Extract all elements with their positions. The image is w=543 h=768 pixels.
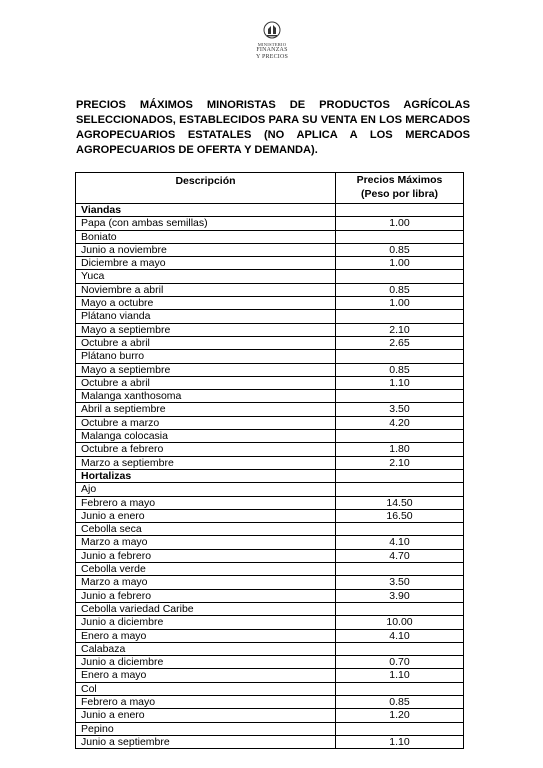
row-price: 0.70 <box>336 656 464 669</box>
row-price <box>336 523 464 536</box>
row-price <box>336 682 464 695</box>
row-price <box>336 483 464 496</box>
row-price: 4.20 <box>336 416 464 429</box>
table-row <box>76 217 464 230</box>
row-description: Col <box>76 682 336 695</box>
table-row <box>76 390 464 403</box>
row-price: 3.90 <box>336 589 464 602</box>
row-price: 10.00 <box>336 616 464 629</box>
row-price <box>336 350 464 363</box>
row-description: Plátano vianda <box>76 310 336 323</box>
ministry-line-1: MINISTERIO <box>257 42 287 47</box>
table-row <box>76 682 464 695</box>
row-price: 4.70 <box>336 549 464 562</box>
table-row <box>76 376 464 389</box>
row-description: Cebolla verde <box>76 563 336 576</box>
table-row <box>76 563 464 576</box>
column-header-price <box>336 173 464 204</box>
table-row <box>76 523 464 536</box>
row-description: Junio a diciembre <box>76 616 336 629</box>
table-row <box>76 363 464 376</box>
row-price: 1.00 <box>336 297 464 310</box>
row-description: Febrero a mayo <box>76 695 336 708</box>
row-price <box>336 204 464 217</box>
column-header-price-line2: (Peso por libra) <box>360 188 438 200</box>
table-row <box>76 576 464 589</box>
table-row <box>76 549 464 562</box>
row-description: Octubre a febrero <box>76 443 336 456</box>
table-row <box>76 257 464 270</box>
row-description: Boniato <box>76 230 336 243</box>
document-heading: PRECIOS MÁXIMOS MINORISTAS DE PRODUCTOS AGRÍCOLAS SELECCIONADOS, ESTABLECIDOS PARA SU VENTA EN LOS MERCADOS AGROPECUARIOS ESTATALES (NO APLICA A LOS MERCADOS AGROPECUARIOS DE OFERTA Y DEMANDA). <box>76 99 470 156</box>
row-description: Cebolla variedad Caribe <box>76 602 336 615</box>
row-description: Mayo a septiembre <box>76 363 336 376</box>
table-row <box>76 616 464 629</box>
price-table-body <box>76 204 464 749</box>
row-price: 0.85 <box>336 243 464 256</box>
table-row <box>76 443 464 456</box>
row-price: 0.85 <box>336 363 464 376</box>
table-row <box>76 509 464 522</box>
row-price: 2.10 <box>336 323 464 336</box>
category-row <box>76 469 464 482</box>
row-price <box>336 430 464 443</box>
row-price: 4.10 <box>336 629 464 642</box>
table-row <box>76 336 464 349</box>
row-price <box>336 270 464 283</box>
table-row <box>76 642 464 655</box>
row-price <box>336 563 464 576</box>
column-header-description: Descripción <box>76 173 336 204</box>
row-description: Junio a septiembre <box>76 735 336 748</box>
row-description: Junio a noviembre <box>76 243 336 256</box>
row-description: Mayo a septiembre <box>76 323 336 336</box>
row-price <box>336 390 464 403</box>
category-row <box>76 204 464 217</box>
table-row <box>76 709 464 722</box>
row-description: Enero a mayo <box>76 629 336 642</box>
table-row <box>76 536 464 549</box>
table-row <box>76 430 464 443</box>
category-label: Hortalizas <box>76 469 336 482</box>
table-row <box>76 297 464 310</box>
table-row <box>76 350 464 363</box>
row-price: 1.00 <box>336 217 464 230</box>
row-description: Octubre a abril <box>76 336 336 349</box>
table-row <box>76 629 464 642</box>
row-price: 0.85 <box>336 283 464 296</box>
row-description: Marzo a mayo <box>76 536 336 549</box>
ministry-line-3: Y PRECIOS <box>255 53 289 60</box>
row-price: 1.10 <box>336 376 464 389</box>
table-row <box>76 230 464 243</box>
table-row <box>76 323 464 336</box>
table-row <box>76 483 464 496</box>
row-description: Malanga xanthosoma <box>76 390 336 403</box>
price-table <box>75 172 464 749</box>
table-row <box>76 456 464 469</box>
ministry-name <box>248 42 296 60</box>
row-price <box>336 230 464 243</box>
table-row <box>76 669 464 682</box>
row-price: 1.10 <box>336 669 464 682</box>
row-price: 0.85 <box>336 695 464 708</box>
table-row <box>76 656 464 669</box>
row-description: Mayo a octubre <box>76 297 336 310</box>
row-description: Calabaza <box>76 642 336 655</box>
table-row <box>76 589 464 602</box>
row-description: Pepino <box>76 722 336 735</box>
column-header-price-line1: Precios Máximos <box>356 174 443 186</box>
table-row <box>76 243 464 256</box>
ministry-logo <box>248 20 296 60</box>
row-price: 1.10 <box>336 735 464 748</box>
row-description: Junio a febrero <box>76 589 336 602</box>
row-description: Octubre a marzo <box>76 416 336 429</box>
table-row <box>76 496 464 509</box>
row-description: Junio a febrero <box>76 549 336 562</box>
row-price: 1.00 <box>336 257 464 270</box>
table-row <box>76 403 464 416</box>
row-price: 2.10 <box>336 456 464 469</box>
row-description: Malanga colocasia <box>76 430 336 443</box>
row-description: Enero a mayo <box>76 669 336 682</box>
ministry-emblem-icon <box>263 20 281 42</box>
row-description: Ajo <box>76 483 336 496</box>
row-description: Marzo a septiembre <box>76 456 336 469</box>
table-row <box>76 270 464 283</box>
row-price: 2.65 <box>336 336 464 349</box>
row-description: Junio a enero <box>76 509 336 522</box>
row-description: Octubre a abril <box>76 376 336 389</box>
row-description: Abril a septiembre <box>76 403 336 416</box>
table-row <box>76 602 464 615</box>
row-price: 4.10 <box>336 536 464 549</box>
row-description: Plátano burro <box>76 350 336 363</box>
row-description: Junio a enero <box>76 709 336 722</box>
row-price: 1.20 <box>336 709 464 722</box>
row-price <box>336 469 464 482</box>
row-description: Noviembre a abril <box>76 283 336 296</box>
table-row <box>76 310 464 323</box>
row-price: 3.50 <box>336 403 464 416</box>
row-price <box>336 602 464 615</box>
table-header-row <box>76 173 464 204</box>
table-row <box>76 722 464 735</box>
row-description: Junio a diciembre <box>76 656 336 669</box>
row-description: Cebolla seca <box>76 523 336 536</box>
row-description: Yuca <box>76 270 336 283</box>
row-price: 3.50 <box>336 576 464 589</box>
table-row <box>76 735 464 748</box>
table-row <box>76 695 464 708</box>
row-price: 16.50 <box>336 509 464 522</box>
row-description: Papa (con ambas semillas) <box>76 217 336 230</box>
table-row <box>76 283 464 296</box>
table-row <box>76 416 464 429</box>
row-price <box>336 310 464 323</box>
row-price: 1.80 <box>336 443 464 456</box>
row-price: 14.50 <box>336 496 464 509</box>
row-description: Diciembre a mayo <box>76 257 336 270</box>
row-price <box>336 722 464 735</box>
row-price <box>336 642 464 655</box>
category-label: Viandas <box>76 204 336 217</box>
row-description: Marzo a mayo <box>76 576 336 589</box>
ministry-line-2: FINANZAS <box>256 47 288 53</box>
row-description: Febrero a mayo <box>76 496 336 509</box>
